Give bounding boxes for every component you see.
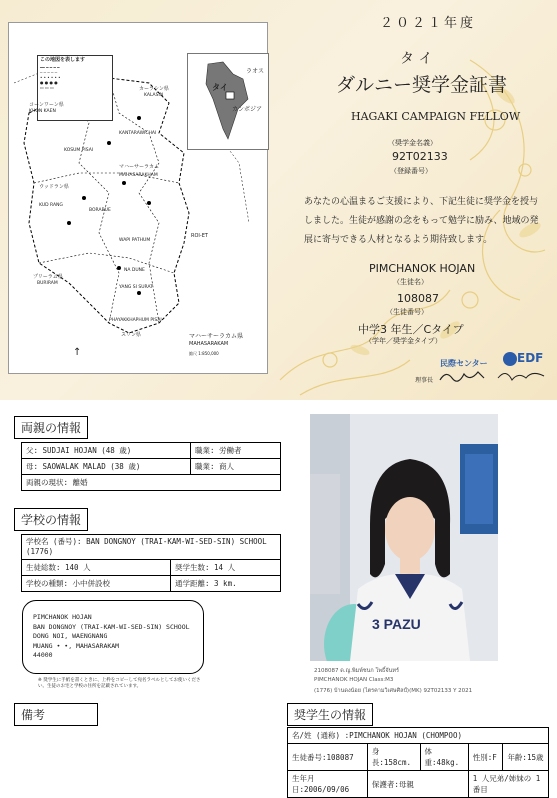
- student-birthday: 生年月日:2006/09/06: [288, 771, 368, 798]
- map-label: KHON KAEN: [29, 109, 56, 114]
- map-label: BURIRAM: [37, 281, 58, 286]
- program-name: HAGAKI CAMPAIGN FELLOW: [351, 110, 521, 123]
- org-name: 民際センター: [440, 359, 488, 368]
- map-label: ウッドラン県: [39, 184, 69, 190]
- father-job: 職業: 労働者: [191, 443, 281, 459]
- code-label-2: （登録番号）: [390, 167, 432, 175]
- laos-label: ラオス: [246, 68, 264, 75]
- student-photo: [310, 414, 498, 661]
- map-label: プリーラム県: [33, 274, 63, 280]
- student-photo-drawing: [310, 414, 498, 661]
- north-arrow-icon: ↑: [73, 347, 82, 358]
- thailand-label: タイ: [212, 83, 228, 92]
- legend-title: この地図を表します: [40, 57, 86, 63]
- registration-code: 92T02133: [392, 150, 448, 163]
- certificate-year: ２０２１年度: [380, 16, 477, 31]
- svg-text:3 PAZU: 3 PAZU: [372, 616, 421, 632]
- student-name-label: （生徒名）: [393, 278, 428, 286]
- parents-section-title: 両親の情報: [14, 416, 88, 439]
- parents-table: [21, 442, 281, 491]
- mother-info: 母: SAOWALAK MALAD (38 歳): [22, 459, 191, 475]
- student-gender: 性別:F: [468, 744, 503, 771]
- map-label: KALASIN: [144, 93, 164, 98]
- school-name: 学校名 (番号): BAN DONGNOY (TRAI-KAM-WI-SED-SIN) SCHOOL (1776): [22, 535, 281, 560]
- student-siblings: 1 人兄弟/姉妹の 1 番目: [468, 771, 548, 798]
- certificate-message: あなたの心温まるご支援により、下記生徒に奨学金を授与しました。生徒が感謝の念をもって勉学に励み、地域の発展に寄与できる人材となるよう期待致します。: [304, 197, 539, 245]
- address-line: MUANG • •, MAHASARAKAM: [33, 641, 120, 650]
- address-line: BAN DONGNOY (TRAI-KAM-WI-SED-SIN) SCHOOL: [33, 622, 190, 631]
- mother-job: 職業: 商人: [191, 459, 281, 475]
- map-label: KUD RANG: [39, 203, 63, 208]
- photo-caption-1: 2108087 ด.ญ.พิมพ์ชนก โพธิ์จันทร์: [314, 668, 399, 674]
- student-age: 年齢:15歳: [503, 744, 549, 771]
- scholarship-students: 奨学生数: 14 人: [171, 560, 281, 576]
- map-scale: 縮尺 1:850,000: [189, 351, 219, 356]
- student-table: [287, 727, 549, 798]
- province-label: マハーサーラカム県: [189, 333, 243, 340]
- map-label: カーラシン県: [139, 86, 169, 92]
- address-label: [22, 600, 204, 674]
- photo-caption-3: (1776) บ้านดงน้อย (ไตรคามวิเศษศิลป์)(MK) 92T02133 Y 2021: [314, 688, 473, 694]
- map-label: PHAYAKKHAPHUM PISAI: [109, 318, 162, 323]
- photo-caption-2: PIMCHANOK HOJAN Class:M3: [314, 677, 394, 683]
- province-en-label: MAHASARAKAM: [189, 341, 229, 347]
- address-line: 44000: [33, 651, 53, 659]
- remarks-section-title: 備考: [14, 703, 98, 726]
- student-number-label: （生徒番号）: [386, 308, 428, 316]
- total-students: 生徒総数: 140 人: [22, 560, 171, 576]
- map-label: マハーサーラカム: [119, 164, 159, 170]
- student-section-title: 奨学生の情報: [287, 703, 373, 726]
- school-table: [21, 534, 281, 592]
- parents-status: 両親の現状: 離婚: [22, 475, 281, 491]
- school-distance: 通学距離: 3 km.: [171, 576, 281, 592]
- map-label: KANTARAWICHAI: [119, 131, 157, 136]
- map-legend: この地図を表します ━━ ━ ━ ━ ━ ─ ─ ─ ─ ─ • • • • • • ● ● ● ● ▭ ▭ ▭: [37, 55, 113, 121]
- map-label: コーンワーン県: [29, 102, 64, 108]
- grade-type-label: （学年／奨学金タイプ）: [365, 337, 442, 345]
- org-head-label: 理事長: [415, 377, 434, 384]
- school-section-title: 学校の情報: [14, 508, 88, 531]
- student-fullname: 名/姓 (通称) :PIMCHANOK HOJAN (CHOMPOO): [288, 728, 549, 744]
- cambodia-label: カンボジア: [232, 106, 263, 113]
- map-label: NA DUNE: [124, 268, 145, 273]
- director-signature: [438, 368, 488, 384]
- map-label: KOSUM PISAI: [64, 148, 94, 153]
- student-name: PIMCHANOK HOJAN: [369, 262, 476, 275]
- student-guardian: 保護者:母親: [367, 771, 468, 798]
- address-line: PIMCHANOK HOJAN: [33, 613, 92, 621]
- map-label: ROI-ET: [191, 233, 208, 239]
- map-label: MAHASARAKHAM: [119, 173, 158, 178]
- edf-label: EDF: [517, 351, 544, 365]
- certificate-title: ダルニー奨学金証書: [336, 74, 508, 96]
- address-line: DONG NOI, WAENGNANG: [33, 632, 108, 640]
- map-label: WAPI PATHUM: [119, 238, 151, 243]
- student-weight: 体重:48kg.: [420, 744, 468, 771]
- student-number: 108087: [397, 292, 439, 305]
- certificate-country: タ イ: [400, 51, 433, 67]
- district-map: [8, 22, 268, 374]
- map-label: YANG SI SURAT: [119, 285, 153, 290]
- grade-type: 中学3 年生／Cタイプ: [358, 323, 464, 336]
- school-type: 学校の種類: 小中併設校: [22, 576, 171, 592]
- student-height: 身長:158cm.: [367, 744, 420, 771]
- edf-signature: [496, 368, 548, 384]
- map-label: スリン県: [121, 332, 142, 338]
- map-label: BORABUE: [89, 208, 111, 213]
- student-number-cell: 生徒番号:108087: [288, 744, 368, 771]
- code-label-1: （奨学金名義）: [388, 139, 437, 147]
- thailand-inset-map: [187, 53, 269, 150]
- address-note: ※ 奨学生に手紙を書くときに、上枠をコピーして宛名ラベルとしてお使いください。生徒のお宅と学校の住所を記載されています。: [38, 678, 201, 689]
- father-info: 父: SUDJAI HOJAN (48 歳): [22, 443, 191, 459]
